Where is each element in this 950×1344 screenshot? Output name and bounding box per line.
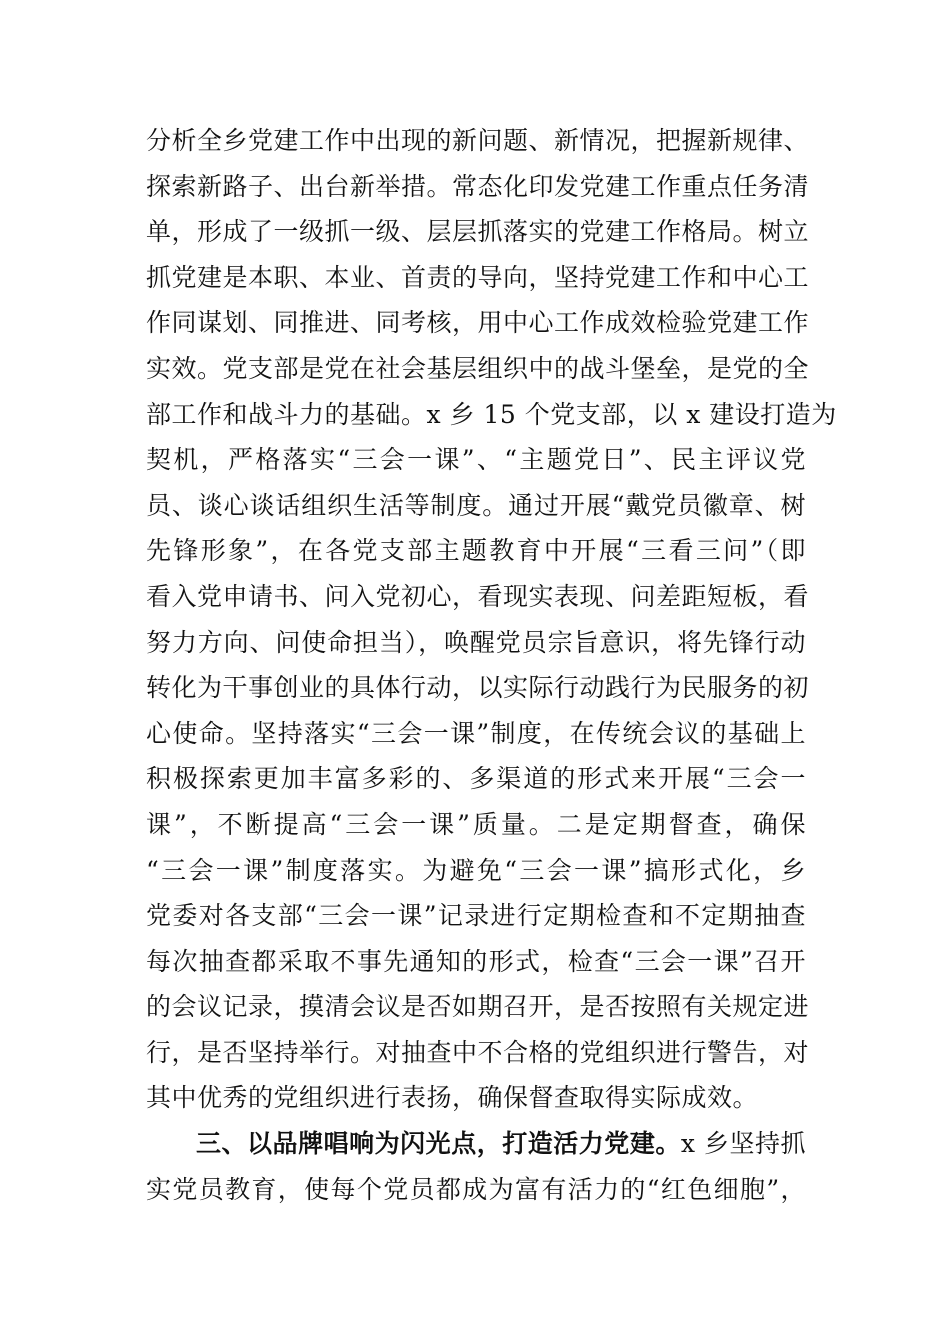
text-line: 积极探索更加丰富多彩的、多渠道的形式来开展“三会一 xyxy=(146,764,806,794)
text-line: 单，形成了一级抓一级、层层抓落实的党建工作格局。树立 xyxy=(146,217,810,247)
section-heading-line xyxy=(146,1121,806,1167)
text-line: 转化为干事创业的具体行动，以实际行动践行为民服务的初 xyxy=(146,673,810,703)
text-line: 其中优秀的党组织进行表扬，确保督查取得实际成效。 xyxy=(146,1083,759,1113)
text-line: 抓党建是本职、本业、首责的导向，坚持党建工作和中心工 xyxy=(146,262,810,292)
section-heading: 三、以品牌唱响为闪光点，打造活力党建。 xyxy=(196,1129,681,1159)
text-line: 探索新路子、出台新举措。常态化印发党建工作重点任务清 xyxy=(146,171,810,201)
text-line: 努力方向、问使命担当），唤醒党员宗旨意识，将先锋行动 xyxy=(146,627,806,657)
text-line: 党委对各支部“三会一课”记录进行定期检查和不定期抽查 xyxy=(146,901,806,931)
text-line: 实党员教育，使每个党员都成为富有活力的“红色细胞”， xyxy=(146,1174,806,1204)
heading-line-rest: x 乡坚持抓 xyxy=(680,1129,806,1159)
text-line: 先锋形象”，在各党支部主题教育中开展“三看三问”（即 xyxy=(146,536,806,566)
text-line: 心使命。坚持落实“三会一课”制度，在传统会议的基础上 xyxy=(146,718,806,748)
text-line: 看入党申请书、问入党初心，看现实表现、问差距短板，看 xyxy=(146,581,810,611)
text-line: 分析全乡党建工作中出现的新问题、新情况，把握新规律、 xyxy=(146,126,810,155)
text-line: 契机，严格落实“三会一课”、“主题党日”、民主评议党 xyxy=(146,445,806,475)
document-body xyxy=(146,118,837,1212)
text-line: 行，是否坚持举行。对抽查中不合格的党组织进行警告，对 xyxy=(146,1037,810,1067)
text-line: 每次抽查都采取不事先通知的形式，检查“三会一课”召开 xyxy=(146,946,806,976)
text-line: “三会一课”制度落实。为避免“三会一课”搞形式化，乡 xyxy=(146,855,806,885)
text-line: 员、谈心谈话组织生活等制度。通过开展“戴党员徽章、树 xyxy=(146,490,806,520)
text-line: 课”，不断提高“三会一课”质量。二是定期督查，确保 xyxy=(146,809,806,839)
text-line: 作同谋划、同推进、同考核，用中心工作成效检验党建工作 xyxy=(146,308,810,338)
text-line: 部工作和战斗力的基础。x 乡 15 个党支部，以 x 建设打造为 xyxy=(146,399,837,429)
text-line: 的会议记录，摸清会议是否如期召开，是否按照有关规定进 xyxy=(146,992,810,1022)
text-line: 实效。党支部是党在社会基层组织中的战斗堡垒，是党的全 xyxy=(146,353,810,383)
